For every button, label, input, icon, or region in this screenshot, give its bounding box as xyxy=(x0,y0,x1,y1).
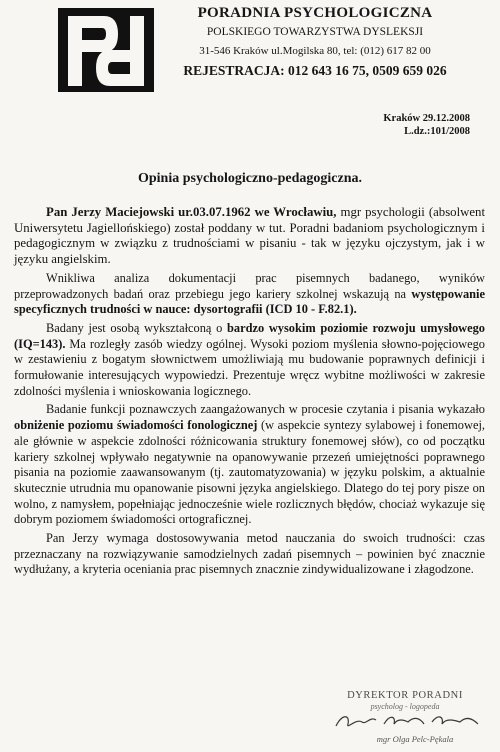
paragraph-3-text-b: Ma rozległy zasób wiedzy ogólnej. Wysoki poziom myślenia słowno-pojęciowego w zestawieniu z bogatym słownictwem umożliwiają mu budowanie poprawnych definicji i formułowanie interesujących wypowiedzi. Prezentuje wręcz wybitne możliwości w zakresie zdolności myślenia i wnioskowania logicznego. xyxy=(14,336,485,398)
org-name: PORADNIA PSYCHOLOGICZNA xyxy=(197,5,433,21)
stamp-subtitle: psycholog - logopeda xyxy=(370,702,440,711)
paragraph-2 xyxy=(14,271,485,318)
paragraph-2-text: Wnikliwa analiza dokumentacji prac pisemnych badanego, wyników przeprowadzonych badań oraz przebiegu jego kariery szkolnej wskazują na xyxy=(14,270,485,301)
paragraph-4-bold: obniżenie poziomu świadomości fonologicznej xyxy=(14,418,258,433)
org-address: 31-546 Kraków ul.Mogilska 80, tel: (012) 617 82 00 xyxy=(199,45,431,57)
stamp-name: mgr Olga Pelc-Pękala xyxy=(376,734,454,744)
paragraph-4 xyxy=(14,402,485,528)
paragraph-3-text-a: Badany jest osobą wykształconą o xyxy=(46,320,227,335)
paragraph-3 xyxy=(14,321,485,400)
org-registration: REJESTRACJA: 012 643 16 75, 0509 659 026 xyxy=(183,63,447,78)
poradnia-logo xyxy=(58,8,154,92)
paragraph-1-text: mgr psychologii (absolwent Uniwersytetu Jagiellońskiego) został poddany w tut. Poradni badaniom psychologicznym i pedagogicznym w związku z trudnościami w pisaniu - tak w języku ojczystym, jak i w języku angielskim. xyxy=(14,205,486,267)
director-stamp xyxy=(325,690,485,711)
document-body xyxy=(14,205,485,581)
paragraph-1 xyxy=(14,205,485,268)
paragraph-5: Pan Jerzy wymaga dostosowywania metod nauczania do swoich trudności: czas przeznaczany na rozwiązywanie samodzielnych zadań pisemnych – powinien być znacznie wydłużany, a kryteria oceniania prac pisemnych znacznie zindywidualizowane i złagodzone. xyxy=(14,531,485,577)
document-title: Opinia psychologiczno-pedagogiczna. xyxy=(137,171,363,186)
stamp-title: DYREKTOR PORADNI xyxy=(347,690,463,701)
paragraph-4-text-a: Badanie funkcji poznawczych zaangażowanych w procesie czytania i pisania wykazało xyxy=(46,402,485,417)
org-subtitle: POLSKIEGO TOWARZYSTWA DYSLEKSJI xyxy=(206,26,424,38)
paragraph-4-text-b: (w aspekcie syntezy sylabowej i fonemowej, ale głównie w aspekcie zdolności różnicowania struktury fonemowej słów), co od początku kariery szkolnej wpływało negatywnie na opanowywanie przezeń umiejętności poprawnego pisania na poziomie zaawansowanym (tj. zautomatyzowania) w języku polskim, a aktualnie skutecznie utrudnia mu opanowanie pisowni języka angielskiego. Dlatego do tej pory pisze on wolno, z namysłem, popełniając jednocześnie wiele rozlicznych błędów, chociaż wykazuje się dobrym poziomem świadomości ortograficznej. xyxy=(14,418,485,527)
paragraph-2-bold: występowanie specyficznych trudności w nauce: dysortografii (ICD 10 - F.82.1). xyxy=(14,286,485,317)
place-date: Kraków 29.12.2008 xyxy=(383,113,470,124)
paragraph-1-bold: Pan Jerzy Maciejowski ur.03.07.1962 we Wrocławiu, xyxy=(46,205,337,219)
reference-number: L.dz.:101/2008 xyxy=(404,126,470,137)
place-date-block xyxy=(383,112,470,138)
paragraph-3-bold: bardzo wysokim poziomie rozwoju umysłowego (IQ=143). xyxy=(14,320,485,351)
letterhead xyxy=(160,4,470,80)
handwritten-signature xyxy=(332,710,482,732)
